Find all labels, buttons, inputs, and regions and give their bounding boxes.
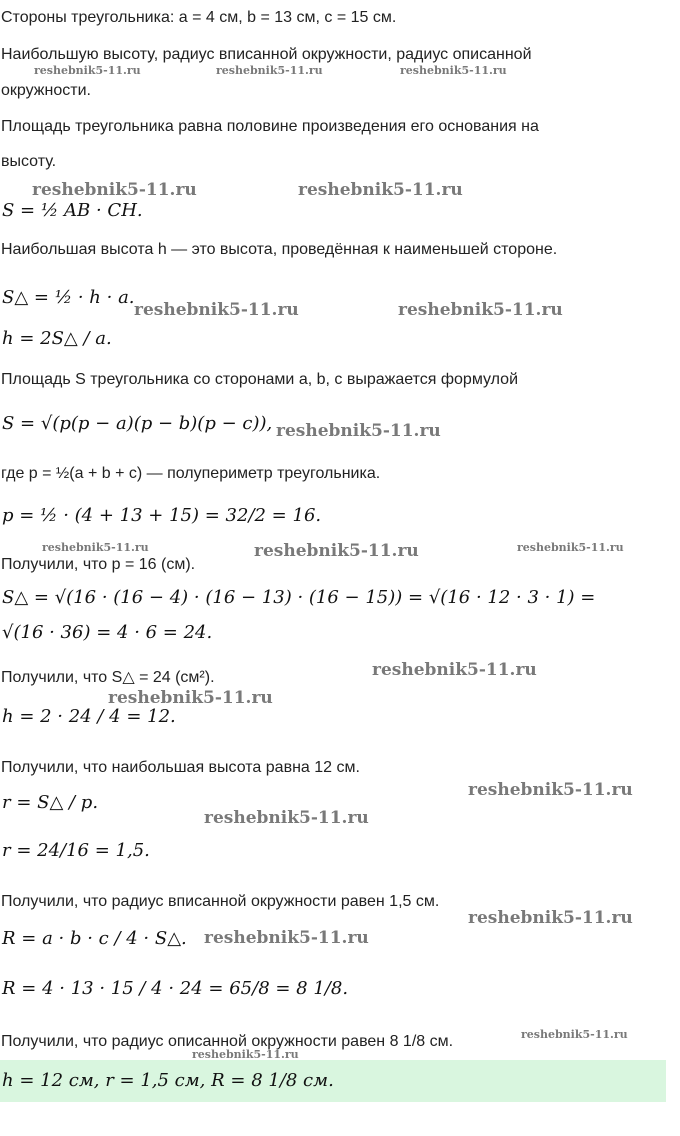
formula-line: h = 2S△ / a. xyxy=(2,328,112,349)
watermark: reshebnik5-11.ru xyxy=(372,660,537,680)
formula-line: R = a · b · c / 4 · S△. xyxy=(2,928,187,949)
watermark: reshebnik5-11.ru xyxy=(298,180,463,200)
formula-line: p = ½ · (4 + 13 + 15) = 32/2 = 16. xyxy=(2,505,322,526)
answer-box xyxy=(0,1060,666,1102)
watermark: reshebnik5-11.ru xyxy=(468,780,633,800)
watermark: reshebnik5-11.ru xyxy=(192,1048,299,1061)
watermark: reshebnik5-11.ru xyxy=(204,808,369,828)
watermark: reshebnik5-11.ru xyxy=(517,541,624,554)
formula-line: S△ = ½ · h · a. xyxy=(2,287,135,308)
result-line: Получили, что наибольшая высота равна 12 см. xyxy=(1,759,360,776)
formula-line: r = S△ / p. xyxy=(2,792,99,813)
watermark: reshebnik5-11.ru xyxy=(276,421,441,441)
result-line: Получили, что радиус описанной окружности равен 8 1/8 см. xyxy=(1,1033,454,1050)
result-line: Получили, что S△ = 24 (см²). xyxy=(1,669,215,686)
watermark: reshebnik5-11.ru xyxy=(108,688,273,708)
task-line-continued: окружности. xyxy=(1,82,91,99)
formula-line: S = ½ AB · CH. xyxy=(2,200,143,221)
watermark: reshebnik5-11.ru xyxy=(134,300,299,320)
watermark: reshebnik5-11.ru xyxy=(42,541,149,554)
formula-line: h = 2 · 24 / 4 = 12. xyxy=(2,706,176,727)
watermark: reshebnik5-11.ru xyxy=(34,64,141,77)
result-line: Получили, что p = 16 (см). xyxy=(1,556,196,573)
text-line: высоту. xyxy=(1,153,57,170)
text-line: Наибольшая высота h — это высота, проведённая к наименьшей стороне. xyxy=(1,241,558,258)
formula-line: √(16 · 36) = 4 · 6 = 24. xyxy=(2,622,213,643)
watermark: reshebnik5-11.ru xyxy=(400,64,507,77)
text-line: Площадь треугольника равна половине произведения его основания на xyxy=(1,118,539,135)
watermark: reshebnik5-11.ru xyxy=(521,1028,628,1041)
watermark: reshebnik5-11.ru xyxy=(468,908,633,928)
formula-line: R = 4 · 13 · 15 / 4 · 24 = 65/8 = 8 1/8. xyxy=(2,978,349,999)
answer-text: h = 12 см, r = 1,5 см, R = 8 1/8 см. xyxy=(2,1070,334,1091)
text-line: Площадь S треугольника со сторонами a, b, c выражается формулой xyxy=(1,371,518,388)
watermark: reshebnik5-11.ru xyxy=(204,928,369,948)
text-line: где p = ½(a + b + c) — полупериметр треугольника. xyxy=(1,465,381,482)
watermark: reshebnik5-11.ru xyxy=(216,64,323,77)
watermark: reshebnik5-11.ru xyxy=(254,541,419,561)
formula-line: S = √(p(p − a)(p − b)(p − c)), xyxy=(2,413,273,434)
watermark: reshebnik5-11.ru xyxy=(32,180,197,200)
watermark: reshebnik5-11.ru xyxy=(398,300,563,320)
given-line: Стороны треугольника: a = 4 см, b = 13 см, c = 15 см. xyxy=(1,9,397,26)
task-line: Наибольшую высоту, радиус вписанной окружности, радиус описанной xyxy=(1,46,532,63)
result-line: Получили, что радиус вписанной окружности равен 1,5 см. xyxy=(1,893,440,910)
formula-line: r = 24/16 = 1,5. xyxy=(2,840,150,861)
formula-line: S△ = √(16 · (16 − 4) · (16 − 13) · (16 − 15)) = √(16 · 12 · 3 · 1) = xyxy=(2,587,596,608)
